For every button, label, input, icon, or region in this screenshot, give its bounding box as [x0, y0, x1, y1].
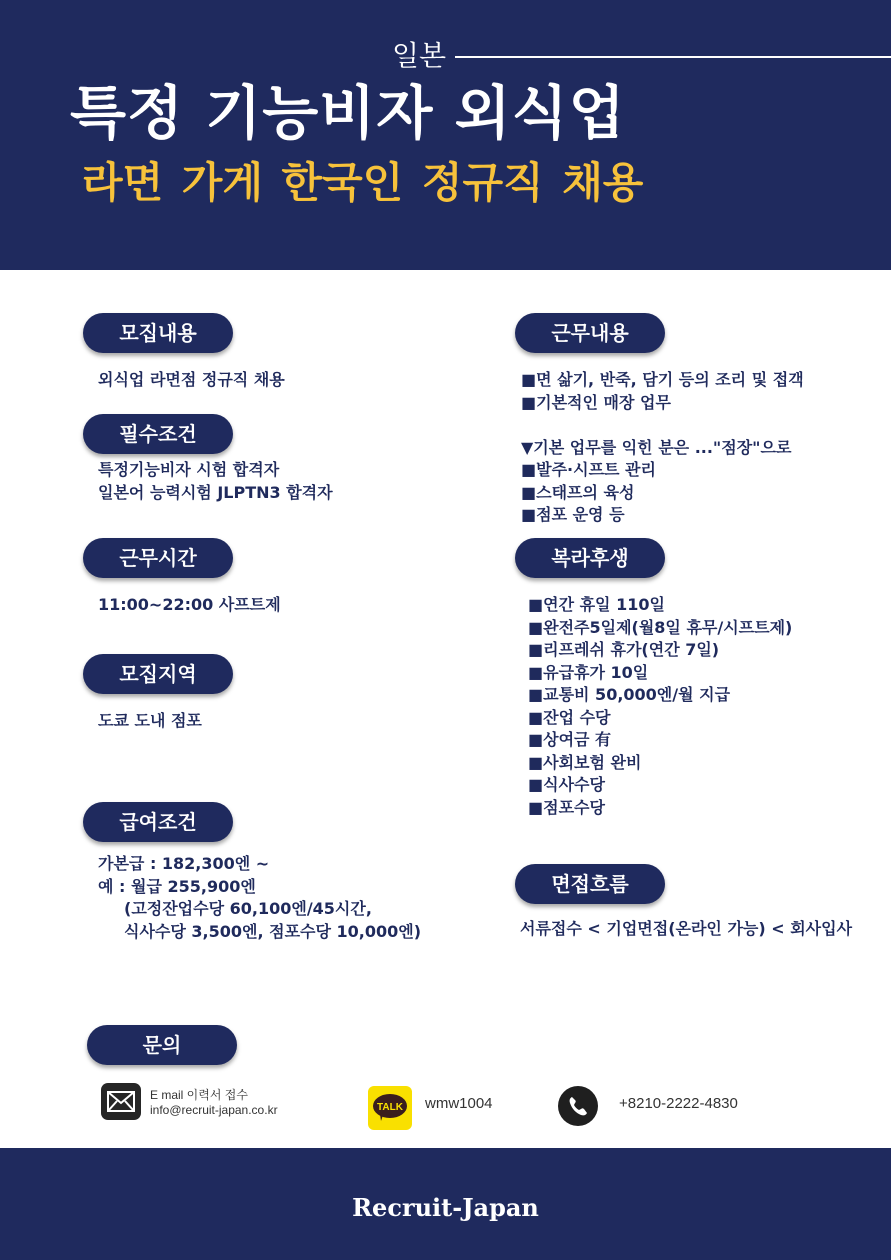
duties-line: ■스태프의 육성 — [521, 482, 635, 502]
kakaotalk-icon[interactable] — [368, 1086, 412, 1130]
recruit-content-line: 외식업 라면점 정규직 채용 — [98, 370, 285, 389]
work-hours-line: 11:00~22:00 사프트제 — [98, 595, 281, 614]
page-subtitle: 라면 가게 한국인 정규직 채용 — [82, 158, 644, 207]
header-divider — [455, 56, 891, 58]
section-label-contact: 문의 — [87, 1025, 237, 1065]
salary-line: 예 : 월급 255,900엔 — [98, 876, 256, 896]
salary-line: (고정잔업수당 60,100엔/45시간, — [124, 899, 372, 918]
salary-line: 가본급 : 182,300엔 ~ — [98, 854, 270, 873]
phone-icon[interactable] — [558, 1086, 598, 1126]
section-label-requirements: 필수조건 — [83, 414, 233, 454]
benefits-line: ■리프레쉬 휴가(연간 7일) — [528, 640, 720, 659]
mail-icon[interactable] — [101, 1083, 141, 1120]
section-label-work-hours: 근무시간 — [83, 538, 233, 578]
duties-line: ■점포 운영 등 — [521, 505, 625, 524]
benefits-text — [528, 594, 792, 819]
footer-banner — [0, 1148, 891, 1260]
section-label-salary: 급여조건 — [83, 802, 233, 842]
requirements-text — [98, 459, 333, 504]
salary-text — [98, 853, 421, 943]
benefits-line: ■완전주5일제(월8일 휴무/시프트제) — [528, 617, 793, 637]
requirements-line: 일본어 능력시험 JLPTN3 합격자 — [98, 482, 333, 502]
duties-text — [521, 369, 804, 527]
phone-icon-glyph — [558, 1086, 598, 1126]
benefits-line: ■식사수당 — [528, 775, 605, 794]
section-label-location: 모집지역 — [83, 654, 233, 694]
kakao-id[interactable]: wmw1004 — [425, 1095, 493, 1112]
benefits-line: ■유급휴가 10일 — [528, 662, 649, 682]
pre-title: 일본 — [392, 39, 447, 72]
work-hours-text — [98, 594, 281, 617]
interview-line: 서류접수 < 기업면접(온라인 가능) < 회사입사 — [520, 919, 853, 938]
kakaotalk-icon-glyph — [368, 1086, 412, 1130]
interview-text — [520, 918, 852, 941]
section-label-interview: 면접흐름 — [515, 864, 665, 904]
section-label-benefits: 복라후생 — [515, 538, 665, 578]
brand-logo-text: Recruit-Japan — [352, 1193, 539, 1222]
duties-line: ▼기본 업무를 익힌 분은 ..."점장"으로 — [521, 437, 792, 457]
section-label-duties: 근무내용 — [515, 313, 665, 353]
mail-icon-glyph — [101, 1083, 141, 1120]
recruit-content-text — [98, 369, 285, 392]
benefits-line: ■점포수당 — [528, 797, 605, 817]
email-label: E mail 이력서 접수 — [150, 1088, 248, 1102]
location-text — [98, 710, 202, 733]
benefits-line: ■상여금 有 — [528, 730, 612, 749]
duties-line: ■발주·시프트 관리 — [521, 460, 656, 479]
benefits-line: ■사회보험 완비 — [528, 752, 642, 772]
requirements-line: 특정기능비자 시험 합격자 — [98, 460, 280, 479]
email-address[interactable]: info@recruit-japan.co.kr — [150, 1103, 278, 1117]
duties-line: ■기본적인 매장 업무 — [521, 392, 671, 412]
benefits-line: ■교통비 50,000엔/월 지급 — [528, 685, 731, 704]
header-banner — [0, 0, 891, 270]
salary-line: 식사수당 3,500엔, 점포수당 10,000엔) — [124, 921, 422, 941]
duties-line: ■면 삶기, 반죽, 담기 등의 조리 및 접객 — [521, 370, 804, 389]
location-line: 도쿄 도내 점포 — [98, 711, 202, 730]
duties-spacer — [521, 414, 804, 437]
benefits-line: ■연간 휴일 110일 — [528, 595, 665, 614]
page-title: 특정 기능비자 외식업 — [70, 79, 626, 147]
section-label-recruit-content: 모집내용 — [83, 313, 233, 353]
kakaotalk-icon-text: TALK — [377, 1102, 403, 1113]
benefits-line: ■잔업 수당 — [528, 707, 611, 727]
phone-number[interactable]: +8210-2222-4830 — [619, 1095, 738, 1112]
